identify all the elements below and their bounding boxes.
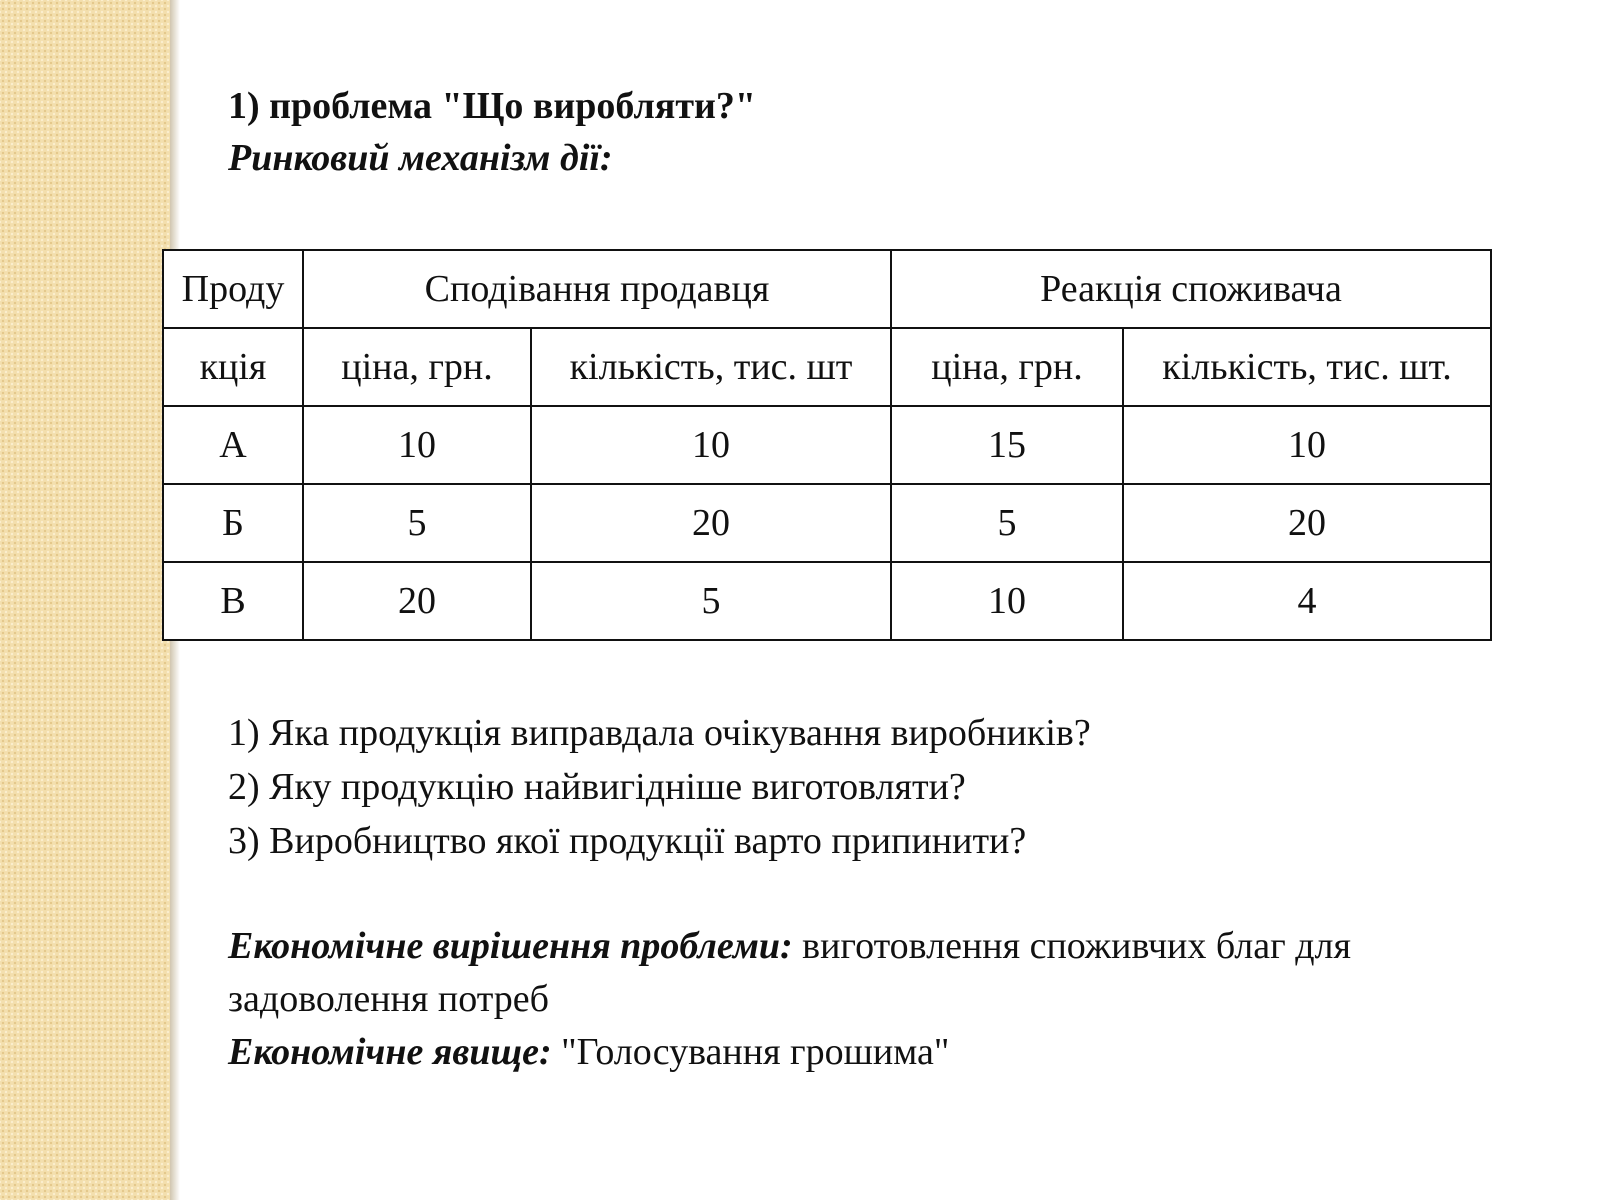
question-item: 2) Яку продукцію найвигідніше виготовляти? xyxy=(228,766,966,808)
economic-solution-paragraph xyxy=(166,920,1506,1026)
economic-solution-text: виготовлення споживчих благ для задоволення потреб xyxy=(228,925,1351,1020)
table-row xyxy=(163,484,1491,562)
cell-product: А xyxy=(163,406,303,484)
table-row xyxy=(163,406,1491,484)
economic-solution-label: Економічне вирішення проблеми: xyxy=(228,925,793,967)
header-seller-expectation: Сподівання продавця xyxy=(303,250,891,328)
economic-phenomenon-text: "Голосування грошима" xyxy=(551,1031,950,1073)
header-product-bottom: кція xyxy=(163,328,303,406)
cell-seller-quantity: 20 xyxy=(531,484,891,562)
cell-consumer-quantity: 4 xyxy=(1123,562,1491,640)
cell-consumer-price: 5 xyxy=(891,484,1123,562)
cell-seller-price: 5 xyxy=(303,484,531,562)
cell-seller-quantity: 5 xyxy=(531,562,891,640)
subheader-consumer-price: ціна, грн. xyxy=(891,328,1123,406)
table-header-row xyxy=(163,250,1491,328)
question-item: 1) Яка продукція виправдала очікування виробників? xyxy=(228,712,1091,754)
cell-consumer-price: 10 xyxy=(891,562,1123,640)
economic-summary xyxy=(166,920,1506,1079)
decorative-side-strip xyxy=(0,0,170,1200)
cell-seller-price: 10 xyxy=(303,406,531,484)
subheader-seller-quantity: кількість, тис. шт xyxy=(531,328,891,406)
cell-consumer-quantity: 10 xyxy=(1123,406,1491,484)
cell-product: Б xyxy=(163,484,303,562)
subheader-seller-price: ціна, грн. xyxy=(303,328,531,406)
slide-title: 1) проблема "Що виробляти?" xyxy=(228,85,757,127)
cell-consumer-price: 15 xyxy=(891,406,1123,484)
slide-subtitle: Ринковий механізм дії: xyxy=(228,137,613,179)
table-row xyxy=(163,562,1491,640)
economic-phenomenon-label: Економічне явище: xyxy=(228,1031,552,1073)
question-item: 3) Виробництво якої продукції варто припинити? xyxy=(228,820,1027,862)
market-table xyxy=(162,249,1492,641)
question-list xyxy=(228,706,1091,868)
table-subheader-row xyxy=(163,328,1491,406)
cell-consumer-quantity: 20 xyxy=(1123,484,1491,562)
economic-phenomenon-paragraph xyxy=(166,1026,1506,1079)
cell-seller-price: 20 xyxy=(303,562,531,640)
cell-product: В xyxy=(163,562,303,640)
subheader-consumer-quantity: кількість, тис. шт. xyxy=(1123,328,1491,406)
cell-seller-quantity: 10 xyxy=(531,406,891,484)
header-consumer-reaction: Реакція споживача xyxy=(891,250,1491,328)
header-product-top: Проду xyxy=(163,250,303,328)
